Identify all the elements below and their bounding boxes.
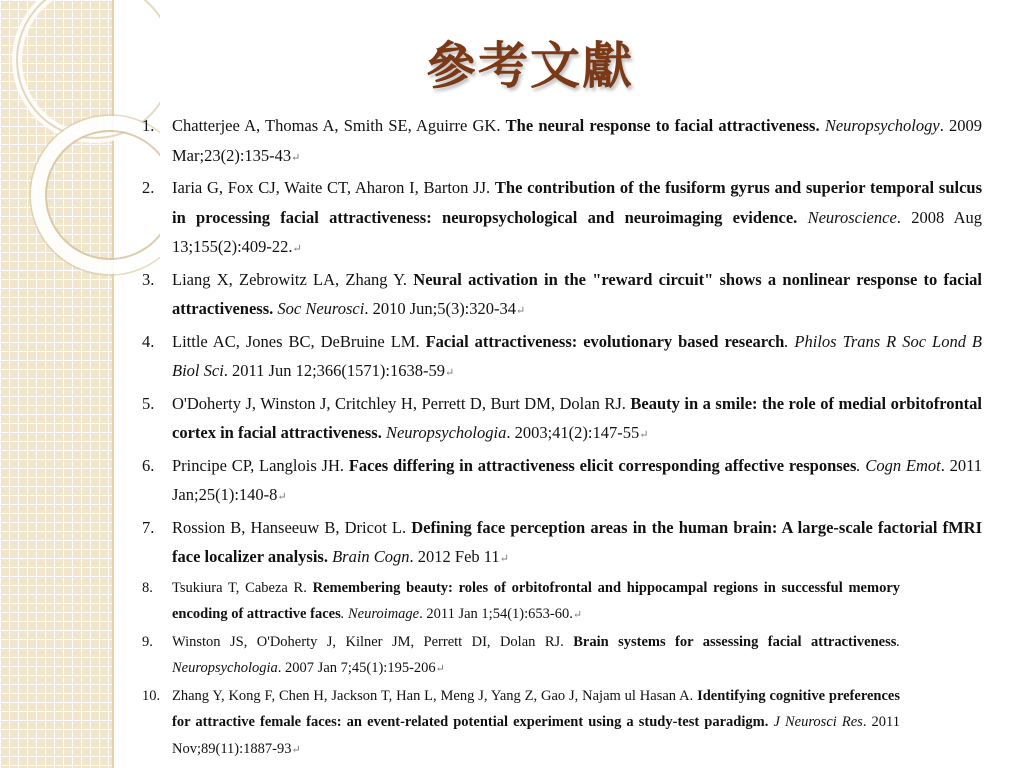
reference-title: Facial attractiveness: evolutionary based research bbox=[425, 331, 785, 351]
list-number: 6. bbox=[142, 455, 155, 475]
reference-details: . 2008 Aug 13;155(2):409-22. bbox=[172, 207, 982, 256]
list-number: 1. bbox=[142, 116, 155, 135]
list-item: 10. Zhang Y, Kong F, Chen H, Jackson T, Han L, Meng J, Yang Z, Gao J, Najam ul Hasan A. Identifying cognitive preferences for attractive female faces: an event-related potential experiment using a study-test paradigm. J Neurosci Res. 2011 Nov;89(11):1887-93↵ bbox=[142, 683, 982, 764]
reference-authors: Iaria G, Fox CJ, Waite CT, Aharon I, Barton JJ. bbox=[172, 178, 491, 197]
reference-journal: Soc Neurosci bbox=[277, 299, 365, 318]
list-number: 7. bbox=[142, 517, 155, 537]
list-item: 3. Liang X, Zebrowitz LA, Zhang Y. Neural activation in the "reward circuit" shows a nonlinear response to facial attractiveness. Soc Neurosci. 2010 Jun;5(3):320-34↵ bbox=[142, 265, 982, 327]
reference-details: . 2011 Jan;25(1):140-8 bbox=[172, 455, 982, 504]
list-number: 5. bbox=[142, 393, 155, 413]
reference-title: Defining face perception areas in the human brain: A large-scale factorial fMRI face localizer analysis. bbox=[172, 517, 982, 566]
list-number: 4. bbox=[142, 331, 155, 351]
reference-details: . 2011 Nov;89(11):1887-93 bbox=[172, 714, 901, 757]
reference-authors: Little AC, Jones BC, DeBruine LM. bbox=[172, 331, 420, 351]
reference-journal: J Neurosci Res bbox=[773, 714, 863, 730]
reference-details: . 2011 Jun 12;366(1571):1638-59 bbox=[223, 361, 445, 380]
list-number: 3. bbox=[142, 269, 155, 289]
reference-title: Brain systems for assessing facial attractiveness bbox=[573, 633, 897, 650]
reference-authors: Zhang Y, Kong F, Chen H, Jackson T, Han L, Meng J, Yang Z, Gao J, Najam ul Hasan A. bbox=[172, 687, 694, 704]
reference-details: . 2007 Jan 7;45(1):195-206 bbox=[277, 660, 436, 676]
reference-journal: Neuroscience bbox=[807, 207, 897, 227]
reference-title: Neural activation in the "reward circuit" shows a nonlinear response to facial attractiveness. bbox=[172, 269, 982, 318]
reference-details: . 2010 Jun;5(3):320-34 bbox=[364, 299, 517, 318]
reference-journal: Brain Cogn bbox=[332, 547, 410, 566]
reference-details: . 2003;41(2):147-55 bbox=[506, 423, 640, 442]
list-item: 9. Winston JS, O'Doherty J, Kilner JM, Perrett DI, Dolan RJ. Brain systems for assessing facial attractiveness. Neuropsychologia. 2007 Jan 7;45(1):195-206↵ bbox=[142, 629, 982, 683]
reference-details: . 2012 Feb 11 bbox=[409, 547, 500, 566]
reference-title: Beauty in a smile: the role of medial orbitofrontal cortex in facial attractiveness. bbox=[172, 393, 982, 442]
reference-title: The contribution of the fusiform gyrus and superior temporal sulcus in processing facial attractiveness: neuropsychological and neuroimaging evidence. bbox=[172, 178, 982, 227]
reference-journal: . Philos Trans R Soc Lond B Biol Sci bbox=[172, 331, 983, 380]
reference-title: Remembering beauty: roles of orbitofrontal and hippocampal regions in successful memory encoding of attractive faces bbox=[172, 579, 901, 622]
reference-journal: . Neuroimage bbox=[340, 606, 420, 622]
reference-title: The neural response to facial attractiveness. bbox=[505, 116, 820, 135]
list-item: 4. Little AC, Jones BC, DeBruine LM. Facial attractiveness: evolutionary based research. Philos Trans R Soc Lond B Biol Sci. 2011 Jun 12;366(1571):1638-59↵ bbox=[142, 327, 982, 389]
reference-title: Identifying cognitive preferences for attractive female faces: an event-related potential experiment using a study-test paradigm. bbox=[172, 687, 901, 730]
list-item: 7. Rossion B, Hanseeuw B, Dricot L. Defining face perception areas in the human brain: A large-scale factorial fMRI face localizer analysis. Brain Cogn. 2012 Feb 11↵ bbox=[142, 513, 982, 575]
reference-authors: Rossion B, Hanseeuw B, Dricot L. bbox=[172, 517, 407, 537]
reference-journal: Neuropsychology bbox=[824, 116, 940, 135]
reference-details: . 2011 Jan 1;54(1):653-60. bbox=[419, 606, 573, 622]
reference-authors: Principe CP, Langlois JH. bbox=[172, 455, 345, 475]
reference-journal: . Cogn Emot bbox=[856, 455, 941, 475]
reference-authors: Winston JS, O'Doherty J, Kilner JM, Perrett DI, Dolan RJ. bbox=[172, 633, 564, 650]
reference-journal: . Neuropsychologia bbox=[172, 633, 900, 676]
reference-authors: Tsukiura T, Cabeza R. bbox=[172, 579, 307, 596]
list-number: 8. bbox=[142, 579, 153, 596]
list-number: 9. bbox=[142, 633, 153, 650]
reference-authors: O'Doherty J, Winston J, Critchley H, Perrett D, Burt DM, Dolan RJ. bbox=[172, 393, 626, 413]
reference-title: Faces differing in attractiveness elicit corresponding affective responses bbox=[348, 455, 857, 475]
page-title: 參考文獻 bbox=[426, 37, 634, 95]
reference-authors: Liang X, Zebrowitz LA, Zhang Y. bbox=[172, 269, 408, 289]
list-item: 1. Chatterjee A, Thomas A, Smith SE, Aguirre GK. The neural response to facial attractiveness. Neuropsychology. 2009 Mar;23(2):135-43↵ bbox=[142, 111, 982, 173]
decorative-side-panel bbox=[0, 0, 114, 768]
reference-list bbox=[142, 111, 982, 763]
list-item: 5. O'Doherty J, Winston J, Critchley H, Perrett D, Burt DM, Dolan RJ. Beauty in a smile: the role of medial orbitofrontal cortex in facial attractiveness. Neuropsychologia. 2003;41(2):147-55↵ bbox=[142, 389, 982, 451]
list-number: 2. bbox=[142, 178, 155, 197]
list-item: 2. Iaria G, Fox CJ, Waite CT, Aharon I, Barton JJ. The contribution of the fusiform gyrus and superior temporal sulcus in processing facial attractiveness: neuropsychological and neuroimaging evidence. Neuroscience. 2008 Aug 13;155(2):409-22.↵ bbox=[142, 173, 982, 265]
reference-journal: Neuropsychologia bbox=[385, 423, 507, 442]
list-item: 6. Principe CP, Langlois JH. Faces differing in attractiveness elicit corresponding affective responses. Cogn Emot. 2011 Jan;25(1):140-8↵ bbox=[142, 451, 982, 513]
list-item: 8. Tsukiura T, Cabeza R. Remembering beauty: roles of orbitofrontal and hippocampal regions in successful memory encoding of attractive faces. Neuroimage. 2011 Jan 1;54(1):653-60.↵ bbox=[142, 575, 982, 629]
reference-details: . 2009 Mar;23(2):135-43 bbox=[172, 116, 983, 165]
reference-authors: Chatterjee A, Thomas A, Smith SE, Aguirre GK. bbox=[172, 116, 501, 135]
list-number: 10. bbox=[142, 687, 161, 704]
